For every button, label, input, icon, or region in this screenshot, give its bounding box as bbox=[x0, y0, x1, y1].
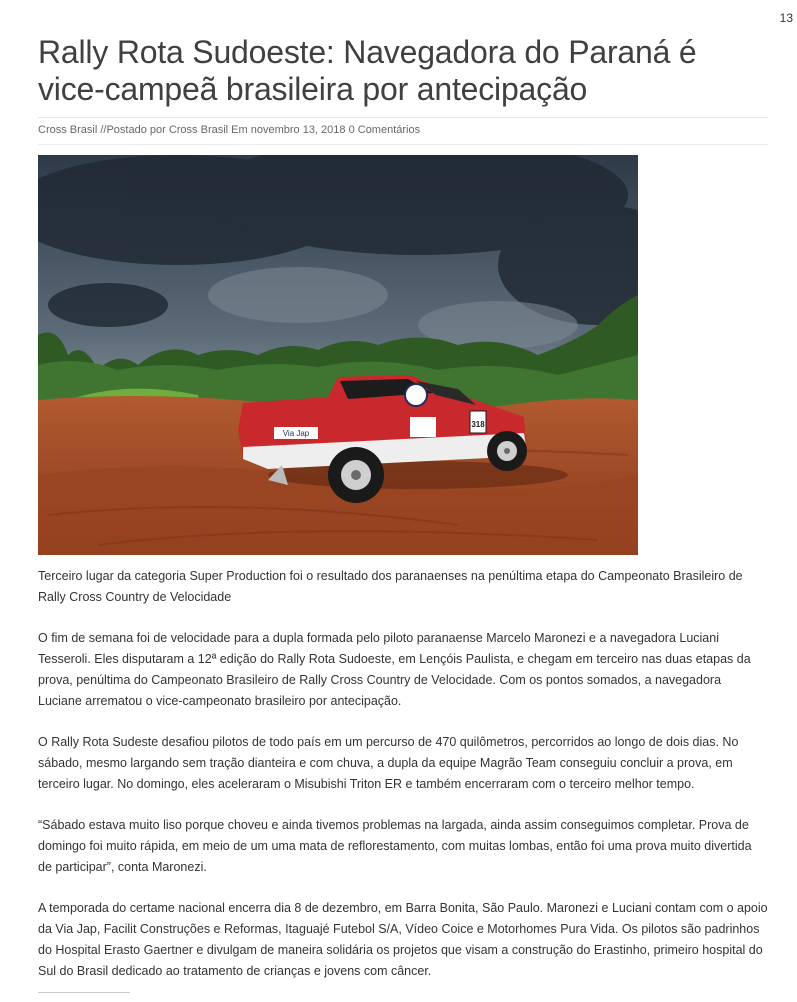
page-number: 13 bbox=[779, 11, 793, 25]
article-paragraph: O Rally Rota Sudeste desafiou pilotos de todo país em um percurso de 470 quilômetros, percorridos ao longo de dois dias. No sábado, mesmo largando sem tração dianteira e com chuva, a dupla da equipe Magrão Team conseguiu concluir a prova, em terceiro lugar. No domingo, eles aceleraram o Misubishi Triton ER e também encerraram com o terceiro melhor tempo. bbox=[38, 735, 739, 791]
rally-photo bbox=[38, 155, 638, 555]
article-paragraph: “Sábado estava muito liso porque choveu e ainda tivemos problemas na largada, ainda assim conseguimos completar. Prova de domingo foi muito rápida, em meio de um uma mata de reflorestamento, com muitas lombas, então foi uma prova muito divertida de participar”, conta Maronezi. bbox=[38, 818, 752, 874]
race-number: 318 bbox=[471, 420, 485, 429]
article-title: Rally Rota Sudoeste: Navegadora do Paraná é vice-campeã brasileira por antecipação bbox=[38, 34, 697, 107]
article-paragraph: A temporada do certame nacional encerra dia 8 de dezembro, em Barra Bonita, São Paulo. Maronezi e Luciani contam com o apoio da Via Jap, Facilit Construções e Reformas, Itaguajé Futebol S/A, Vídeo Coice e Motorhomes Pura Vida. Os pilotos são padrinhos do Hospital Erasto Gaertner e divulgam de maneira solidária os projetos que visam a construção do Erastinho, primeiro hospital do Sul do Brasil dedicado ao tratamento de crianças e jovens com câncer. bbox=[38, 901, 768, 978]
meta-divider bbox=[38, 144, 768, 145]
footer-divider bbox=[38, 992, 130, 993]
article-body bbox=[38, 566, 768, 1002]
article-paragraph: O fim de semana foi de velocidade para a dupla formada pelo piloto paranaense Marcelo Maronezi e a navegadora Luciani Tesseroli. Eles disputaram a 12ª edição do Rally Rota Sudoeste, em Lençóis Paulista, e chegam em terceiro nas duas etapas da prova, penúltima do Campeonato Brasileiro de Rally Cross Country de Velocidade. Com os pontos somados, a navegadora Luciane arrematou o vice-campeonato brasileiro por antecipação. bbox=[38, 631, 751, 708]
article-meta: Cross Brasil //Postado por Cross Brasil Em novembro 13, 2018 0 Comentários bbox=[38, 124, 421, 136]
article-lead: Terceiro lugar da categoria Super Production foi o resultado dos paranaenses na penúltima etapa do Campeonato Brasileiro de Rally Cross Country de Velocidade bbox=[38, 569, 743, 604]
title-divider bbox=[38, 117, 768, 118]
sponsor-sign: Via Jap bbox=[282, 429, 310, 438]
